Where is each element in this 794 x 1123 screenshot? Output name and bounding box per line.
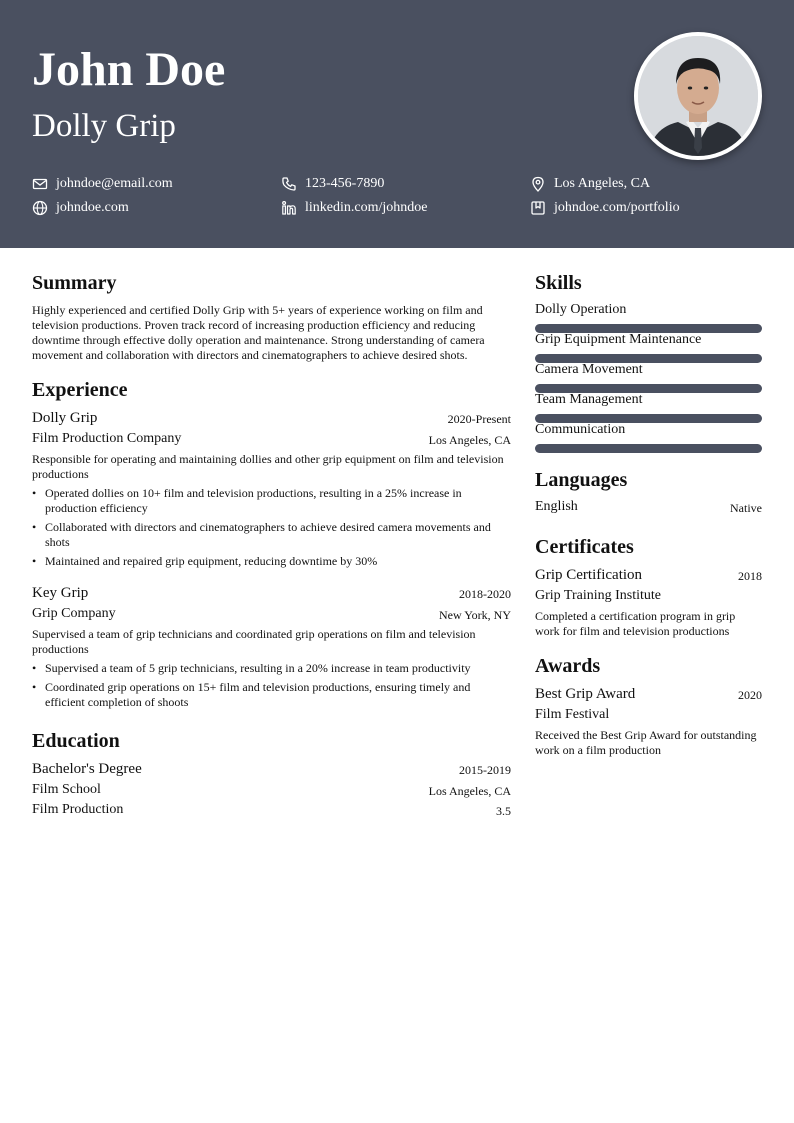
award-issuer: Film Festival: [535, 707, 610, 722]
education-degree: Bachelor's Degree: [32, 761, 142, 777]
mail-icon: [32, 176, 48, 192]
skill-label: Grip Equipment Maintenance: [535, 332, 702, 347]
contact-location-text: Los Angeles, CA: [554, 176, 651, 191]
certificate-issuer: Grip Training Institute: [535, 588, 662, 603]
summary-text: Highly experienced and certified Dolly Grip with 5+ years of experience working on film and television productions. Proven track record of increasing production efficiency and reducing downtime through effective dolly operation and maintenance. Strong understanding of camera movement and collaboration with directors and cinematographers to achieve desired shots.: [32, 303, 485, 362]
education-location: Los Angeles, CA: [428, 784, 511, 798]
education-school: Film School: [32, 782, 101, 797]
education-heading: Education: [32, 730, 120, 752]
awards-heading: Awards: [535, 655, 601, 677]
job-location: Los Angeles, CA: [428, 433, 511, 447]
person-name: John Doe: [32, 43, 226, 96]
job-dates: 2020-Present: [447, 412, 511, 426]
job-company: Film Production Company: [32, 431, 182, 446]
experience-heading: Experience: [32, 379, 128, 401]
contact-phone-text: 123-456-7890: [305, 176, 385, 191]
profile-photo-image: [638, 36, 758, 156]
job-bullet: • Coordinated grip operations on 15+ film and television productions, ensuring timely and efficient completion of shoots: [32, 680, 502, 710]
skill-bar: [535, 444, 762, 453]
skill-label: Communication: [535, 422, 626, 437]
language-level: Native: [730, 501, 762, 515]
portfolio-icon: [530, 200, 546, 216]
job-dates: 2018-2020: [459, 587, 511, 601]
certificate-description: Completed a certification program in grip work for film and television productions: [535, 609, 736, 638]
resume-header: [0, 0, 794, 248]
profile-photo: [634, 32, 762, 160]
summary-heading: Summary: [32, 272, 117, 294]
education-dates: 2015-2019: [459, 763, 511, 777]
skill-label: Team Management: [535, 392, 643, 407]
education-gpa: 3.5: [496, 804, 511, 818]
phone-icon: [281, 176, 297, 192]
contact-website[interactable]: [32, 200, 129, 216]
contact-linkedin-text: linkedin.com/johndoe: [305, 200, 428, 215]
contact-email[interactable]: [32, 176, 173, 192]
award-name: Best Grip Award: [535, 686, 636, 702]
languages-heading: Languages: [535, 469, 628, 491]
job-location: New York, NY: [438, 608, 511, 622]
contact-portfolio-text: johndoe.com/portfolio: [554, 200, 680, 215]
contact-linkedin[interactable]: [281, 200, 427, 216]
certificates-heading: Certificates: [535, 536, 634, 558]
skills-heading: Skills: [535, 272, 582, 294]
contact-email-text: johndoe@email.com: [56, 176, 173, 191]
job-title: Dolly Grip: [32, 410, 98, 426]
award-year: 2020: [738, 688, 762, 702]
job-bullet: • Collaborated with directors and cinematographers to achieve desired camera movements and shots: [32, 520, 502, 550]
job-description: Responsible for operating and maintaining dollies and other grip equipment on film and television productions: [32, 452, 504, 481]
job-description: Supervised a team of grip technicians and coordinated grip operations on film and television productions: [32, 627, 476, 656]
job-bullet: • Operated dollies on 10+ film and television productions, resulting in a 25% increase in production efficiency: [32, 486, 502, 516]
contact-website-text: johndoe.com: [56, 200, 129, 215]
contact-phone[interactable]: [281, 176, 384, 192]
skill-label: Camera Movement: [535, 362, 643, 377]
job-company: Grip Company: [32, 606, 116, 621]
education-field: Film Production: [32, 802, 124, 817]
job-title: Dolly Grip: [32, 108, 176, 144]
contact-portfolio[interactable]: [530, 200, 680, 216]
globe-icon: [32, 200, 48, 216]
map-pin-icon: [530, 176, 546, 192]
contact-location: [530, 176, 650, 192]
language-name: English: [535, 499, 578, 514]
job-bullet: • Maintained and repaired grip equipment, reducing downtime by 30%: [32, 554, 502, 569]
job-bullet: • Supervised a team of 5 grip technicians, resulting in a 20% increase in team productivity: [32, 661, 502, 676]
certificate-year: 2018: [738, 569, 762, 583]
job-title: Key Grip: [32, 585, 89, 601]
certificate-name: Grip Certification: [535, 567, 643, 583]
linkedin-icon: [281, 200, 297, 216]
award-description: Received the Best Grip Award for outstanding work on a film production: [535, 728, 757, 757]
skill-label: Dolly Operation: [535, 302, 627, 317]
